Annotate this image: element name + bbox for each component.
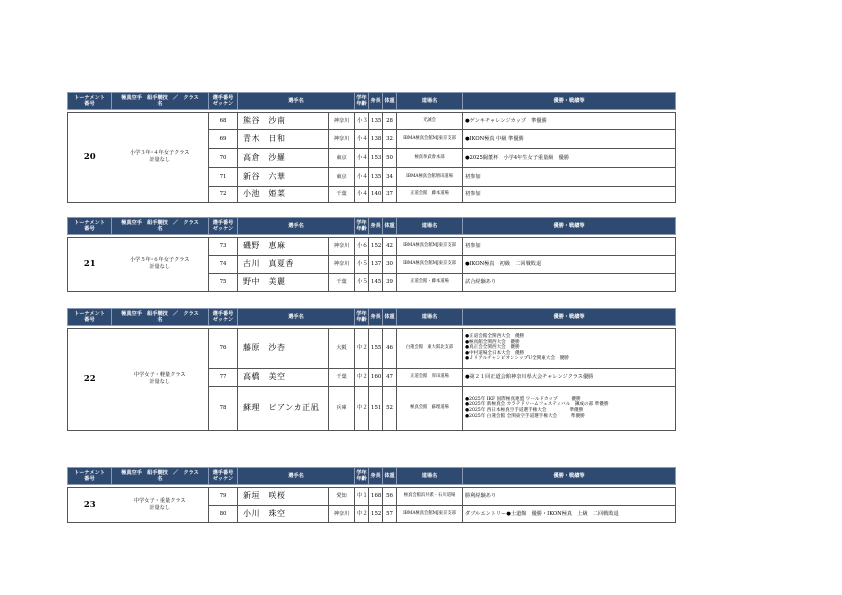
tournament-number: 21	[68, 237, 112, 291]
tournament-no-header: トーナメント 番号	[68, 218, 112, 235]
height: 138	[369, 129, 383, 148]
record: 勝利経験あり	[463, 487, 676, 505]
zekken-number: 72	[209, 186, 238, 202]
height-header: 身長	[369, 309, 383, 326]
grade: 小４	[355, 167, 369, 186]
player-name: 熊谷 沙南	[238, 112, 329, 129]
prefecture: 千葉	[329, 368, 355, 386]
dojo-header: 道場名	[397, 309, 463, 326]
record-header: 優勝・戦績等	[463, 309, 676, 326]
dojo-header: 道場名	[397, 93, 463, 110]
record: ●ゲンキチャレンジカップ 準優勝	[463, 112, 676, 129]
dojo-name: 光誠会	[397, 112, 463, 129]
height: 137	[369, 255, 383, 273]
dojo-name: IBMA極真会館MJ東京支部	[397, 255, 463, 273]
group-table	[67, 217, 676, 292]
class-name: 小学３年･４年女子クラス 計量なし	[112, 112, 209, 202]
prefecture: 東京	[329, 148, 355, 167]
weight: 57	[383, 505, 397, 522]
weight-header: 体重	[383, 309, 397, 326]
player-name: 青木 日和	[238, 129, 329, 148]
zekken-number: 76	[209, 328, 238, 368]
grade: 中２	[355, 386, 369, 430]
grade: 小３	[355, 112, 369, 129]
grade: 中１	[355, 487, 369, 505]
zekken-number: 69	[209, 129, 238, 148]
record-header: 優勝・戦績等	[463, 468, 676, 485]
dojo-name: 極真会館浜井派・石川道場	[397, 487, 463, 505]
prefecture: 千葉	[329, 186, 355, 202]
weight: 52	[383, 386, 397, 430]
weight-header: 体重	[383, 93, 397, 110]
record: 初参加	[463, 167, 676, 186]
zekken-number: 70	[209, 148, 238, 167]
weight: 42	[383, 237, 397, 255]
player-name: 蘇理 ピアンカ正凪	[238, 386, 329, 430]
weight: 50	[383, 148, 397, 167]
category-header: 極真空手 組手競技 ／ クラス 名	[112, 468, 209, 485]
weight: 34	[383, 167, 397, 186]
class-name: 中学女子・軽量クラス 計量なし	[112, 328, 209, 430]
record: ●2025年 IKF 国際極真連盟 ワールドカップ 優勝 ●2025年 新極真会 カラテドリームフェスティバル 錬成の部 準優勝 ●2025年 西日本極真空手道選手権大会 準優勝 ●2025年 白蓮会館 全関東空手道選手権大会 準優勝	[463, 386, 676, 430]
dojo-name: IBMA極真会館MJ東京支部	[397, 129, 463, 148]
prefecture: 東京	[329, 167, 355, 186]
record: ●IKON極真 中級 準優勝	[463, 129, 676, 148]
dojo-name: IBMA極真会館増田道場	[397, 167, 463, 186]
zekken-header: 選手番号 ゼッケン	[209, 218, 238, 235]
player-name: 新垣 咲桜	[238, 487, 329, 505]
weight: 37	[383, 186, 397, 202]
player-name: 小川 珠空	[238, 505, 329, 522]
dojo-name: 正道会館・藤本道場	[397, 273, 463, 291]
tournament-no-header: トーナメント 番号	[68, 93, 112, 110]
weight-header: 体重	[383, 468, 397, 485]
table-row	[68, 112, 676, 129]
category-header: 極真空手 組手競技 ／ クラス 名	[112, 93, 209, 110]
grade: 中２	[355, 328, 369, 368]
dojo-header: 道場名	[397, 218, 463, 235]
record: 初参加	[463, 237, 676, 255]
weight: 56	[383, 487, 397, 505]
grade-header: 学年 年齢	[355, 468, 369, 485]
zekken-header: 選手番号 ゼッケン	[209, 468, 238, 485]
record: ●IKON極真 初級 二回戦敗退	[463, 255, 676, 273]
height-header: 身長	[369, 468, 383, 485]
player-name: 古川 真夏香	[238, 255, 329, 273]
player-name: 野中 美麗	[238, 273, 329, 291]
header-row	[68, 468, 676, 485]
height: 135	[369, 112, 383, 129]
tournament-number: 23	[68, 487, 112, 522]
class-name: 小学５年･６年女子クラス 計量なし	[112, 237, 209, 291]
height: 153	[369, 148, 383, 167]
weight: 30	[383, 255, 397, 273]
grade: 中２	[355, 505, 369, 522]
dojo-name: IBMA極真会館MJ東京支部	[397, 505, 463, 522]
name-header: 選手名	[238, 93, 355, 110]
category-header: 極真空手 組手競技 ／ クラス 名	[112, 309, 209, 326]
tournament-no-header: トーナメント 番号	[68, 468, 112, 485]
record: ●第２１回正道会館神奈川県大会チャレンジクラス優勝	[463, 368, 676, 386]
dojo-name: 白蓮会館 東大阪北支部	[397, 328, 463, 368]
prefecture: 神奈川	[329, 505, 355, 522]
zekken-header: 選手番号 ゼッケン	[209, 309, 238, 326]
group-table	[67, 467, 676, 523]
table-row	[68, 487, 676, 505]
name-header: 選手名	[238, 309, 355, 326]
zekken-number: 79	[209, 487, 238, 505]
tournament-number: 22	[68, 328, 112, 430]
header-row	[68, 93, 676, 110]
table-row	[68, 237, 676, 255]
player-name: 磯野 恵麻	[238, 237, 329, 255]
record: ●2025闘董杯 小学4年生女子重量級 優勝	[463, 148, 676, 167]
grade: 小４	[355, 129, 369, 148]
zekken-number: 73	[209, 237, 238, 255]
zekken-number: 68	[209, 112, 238, 129]
header-row	[68, 309, 676, 326]
prefecture: 兵庫	[329, 386, 355, 430]
height: 135	[369, 167, 383, 186]
tournament-no-header: トーナメント 番号	[68, 309, 112, 326]
grade: 小４	[355, 186, 369, 202]
dojo-name: 極真会館 蘇理道場	[397, 386, 463, 430]
group-table	[67, 92, 676, 203]
player-name: 新谷 六華	[238, 167, 329, 186]
record-header: 優勝・戦績等	[463, 93, 676, 110]
tournament-number: 20	[68, 112, 112, 202]
height-header: 身長	[369, 93, 383, 110]
height-header: 身長	[369, 218, 383, 235]
height: 152	[369, 237, 383, 255]
record: ●正道会館全関西大会 優勝 ●極真館全関西大会 優勝 ●真正会全関西大会 優勝 ●中村道場全日本大会 優勝 ●ＪリアルチャンピオンシップU全関東大会 優勝	[463, 328, 676, 368]
dojo-name: IBMA極真会館MJ東京支部	[397, 237, 463, 255]
height: 152	[369, 505, 383, 522]
grade-header: 学年 年齢	[355, 309, 369, 326]
weight: 47	[383, 368, 397, 386]
record-header: 優勝・戦績等	[463, 218, 676, 235]
dojo-name: 極真拳武會本部	[397, 148, 463, 167]
prefecture: 愛知	[329, 487, 355, 505]
player-name: 藤原 沙杏	[238, 328, 329, 368]
group-table	[67, 308, 676, 431]
zekken-number: 77	[209, 368, 238, 386]
zekken-header: 選手番号 ゼッケン	[209, 93, 238, 110]
record: ダブルエントリー●士道館 優勝・IKON極真 上級 二回戦敗退	[463, 505, 676, 522]
grade: 小６	[355, 237, 369, 255]
weight: 28	[383, 112, 397, 129]
player-name: 高倉 沙羅	[238, 148, 329, 167]
player-name: 高橋 美空	[238, 368, 329, 386]
grade: 小５	[355, 273, 369, 291]
weight: 39	[383, 273, 397, 291]
record: 初参加	[463, 186, 676, 202]
zekken-number: 71	[209, 167, 238, 186]
grade: 小４	[355, 148, 369, 167]
weight-header: 体重	[383, 218, 397, 235]
prefecture: 千葉	[329, 273, 355, 291]
zekken-number: 78	[209, 386, 238, 430]
class-name: 中学女子・重量クラス 計量なし	[112, 487, 209, 522]
height: 155	[369, 328, 383, 368]
height: 140	[369, 186, 383, 202]
grade-header: 学年 年齢	[355, 93, 369, 110]
grade: 小５	[355, 255, 369, 273]
weight: 46	[383, 328, 397, 368]
height: 151	[369, 386, 383, 430]
category-header: 極真空手 組手競技 ／ クラス 名	[112, 218, 209, 235]
weight: 32	[383, 129, 397, 148]
player-name: 小池 姫菜	[238, 186, 329, 202]
zekken-number: 74	[209, 255, 238, 273]
grade-header: 学年 年齢	[355, 218, 369, 235]
zekken-number: 75	[209, 273, 238, 291]
name-header: 選手名	[238, 218, 355, 235]
table-row	[68, 328, 676, 368]
zekken-number: 80	[209, 505, 238, 522]
header-row	[68, 218, 676, 235]
grade: 中２	[355, 368, 369, 386]
prefecture: 神奈川	[329, 255, 355, 273]
prefecture: 大阪	[329, 328, 355, 368]
dojo-header: 道場名	[397, 468, 463, 485]
height: 160	[369, 368, 383, 386]
dojo-name: 正道会館 厚田道場	[397, 368, 463, 386]
prefecture: 神奈川	[329, 112, 355, 129]
dojo-name: 正道会館 藤本道場	[397, 186, 463, 202]
prefecture: 神奈川	[329, 129, 355, 148]
height: 145	[369, 273, 383, 291]
height: 168	[369, 487, 383, 505]
prefecture: 神奈川	[329, 237, 355, 255]
record: 試合経験あり	[463, 273, 676, 291]
name-header: 選手名	[238, 468, 355, 485]
